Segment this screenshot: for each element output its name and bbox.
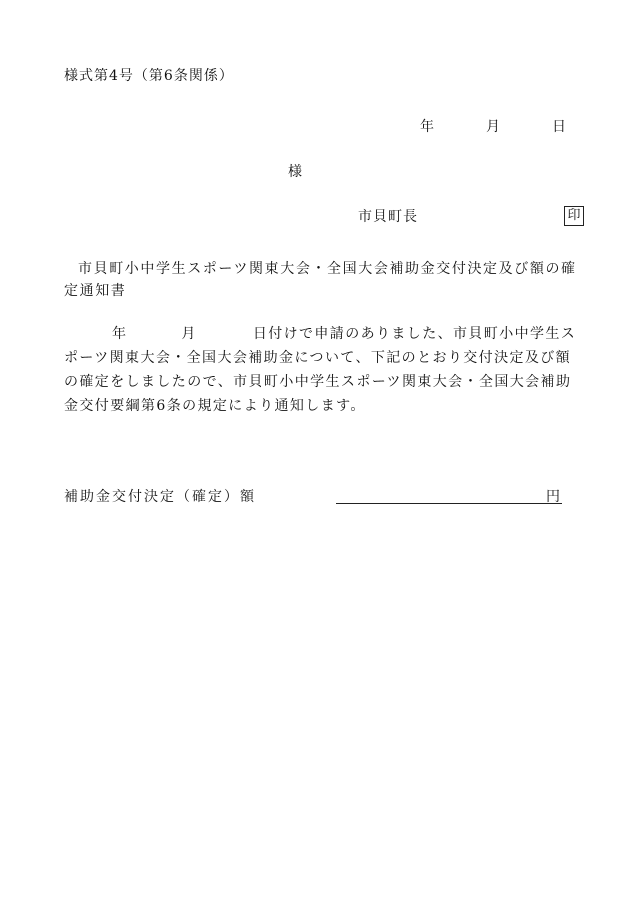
document-title: 市貝町小中学生スポーツ関東大会・全国大会補助金交付決定及び額の確定通知書 — [64, 261, 577, 299]
date-year-label: 年 — [420, 119, 434, 135]
body-text: 日付けで申請のありました、市貝町小中学生スポーツ関東大会・全国大会補助金について、下記のとおり交付決定及び額の確定をしましたので、市貝町小中学生スポーツ関東大会・全国大会補助金交付要綱第6条の規定により通知します。 — [64, 326, 577, 414]
amount-label: 補助金交付決定（確定）額 — [64, 489, 256, 505]
amount-blank-line — [336, 503, 562, 504]
form-number: 様式第4号（第6条関係） — [64, 68, 234, 84]
issuer-name: 市貝町長 — [358, 209, 418, 225]
body-year-label: 年 — [112, 326, 128, 342]
date-month-label: 月 — [486, 119, 500, 135]
date-day-label: 日 — [552, 119, 566, 135]
seal-mark: 印 — [564, 206, 584, 226]
date-line — [420, 118, 570, 136]
recipient-honorific: 様 — [288, 164, 302, 180]
body-month-label: 月 — [181, 326, 197, 342]
body-paragraph — [64, 322, 586, 418]
amount-unit: 円 — [546, 489, 560, 505]
